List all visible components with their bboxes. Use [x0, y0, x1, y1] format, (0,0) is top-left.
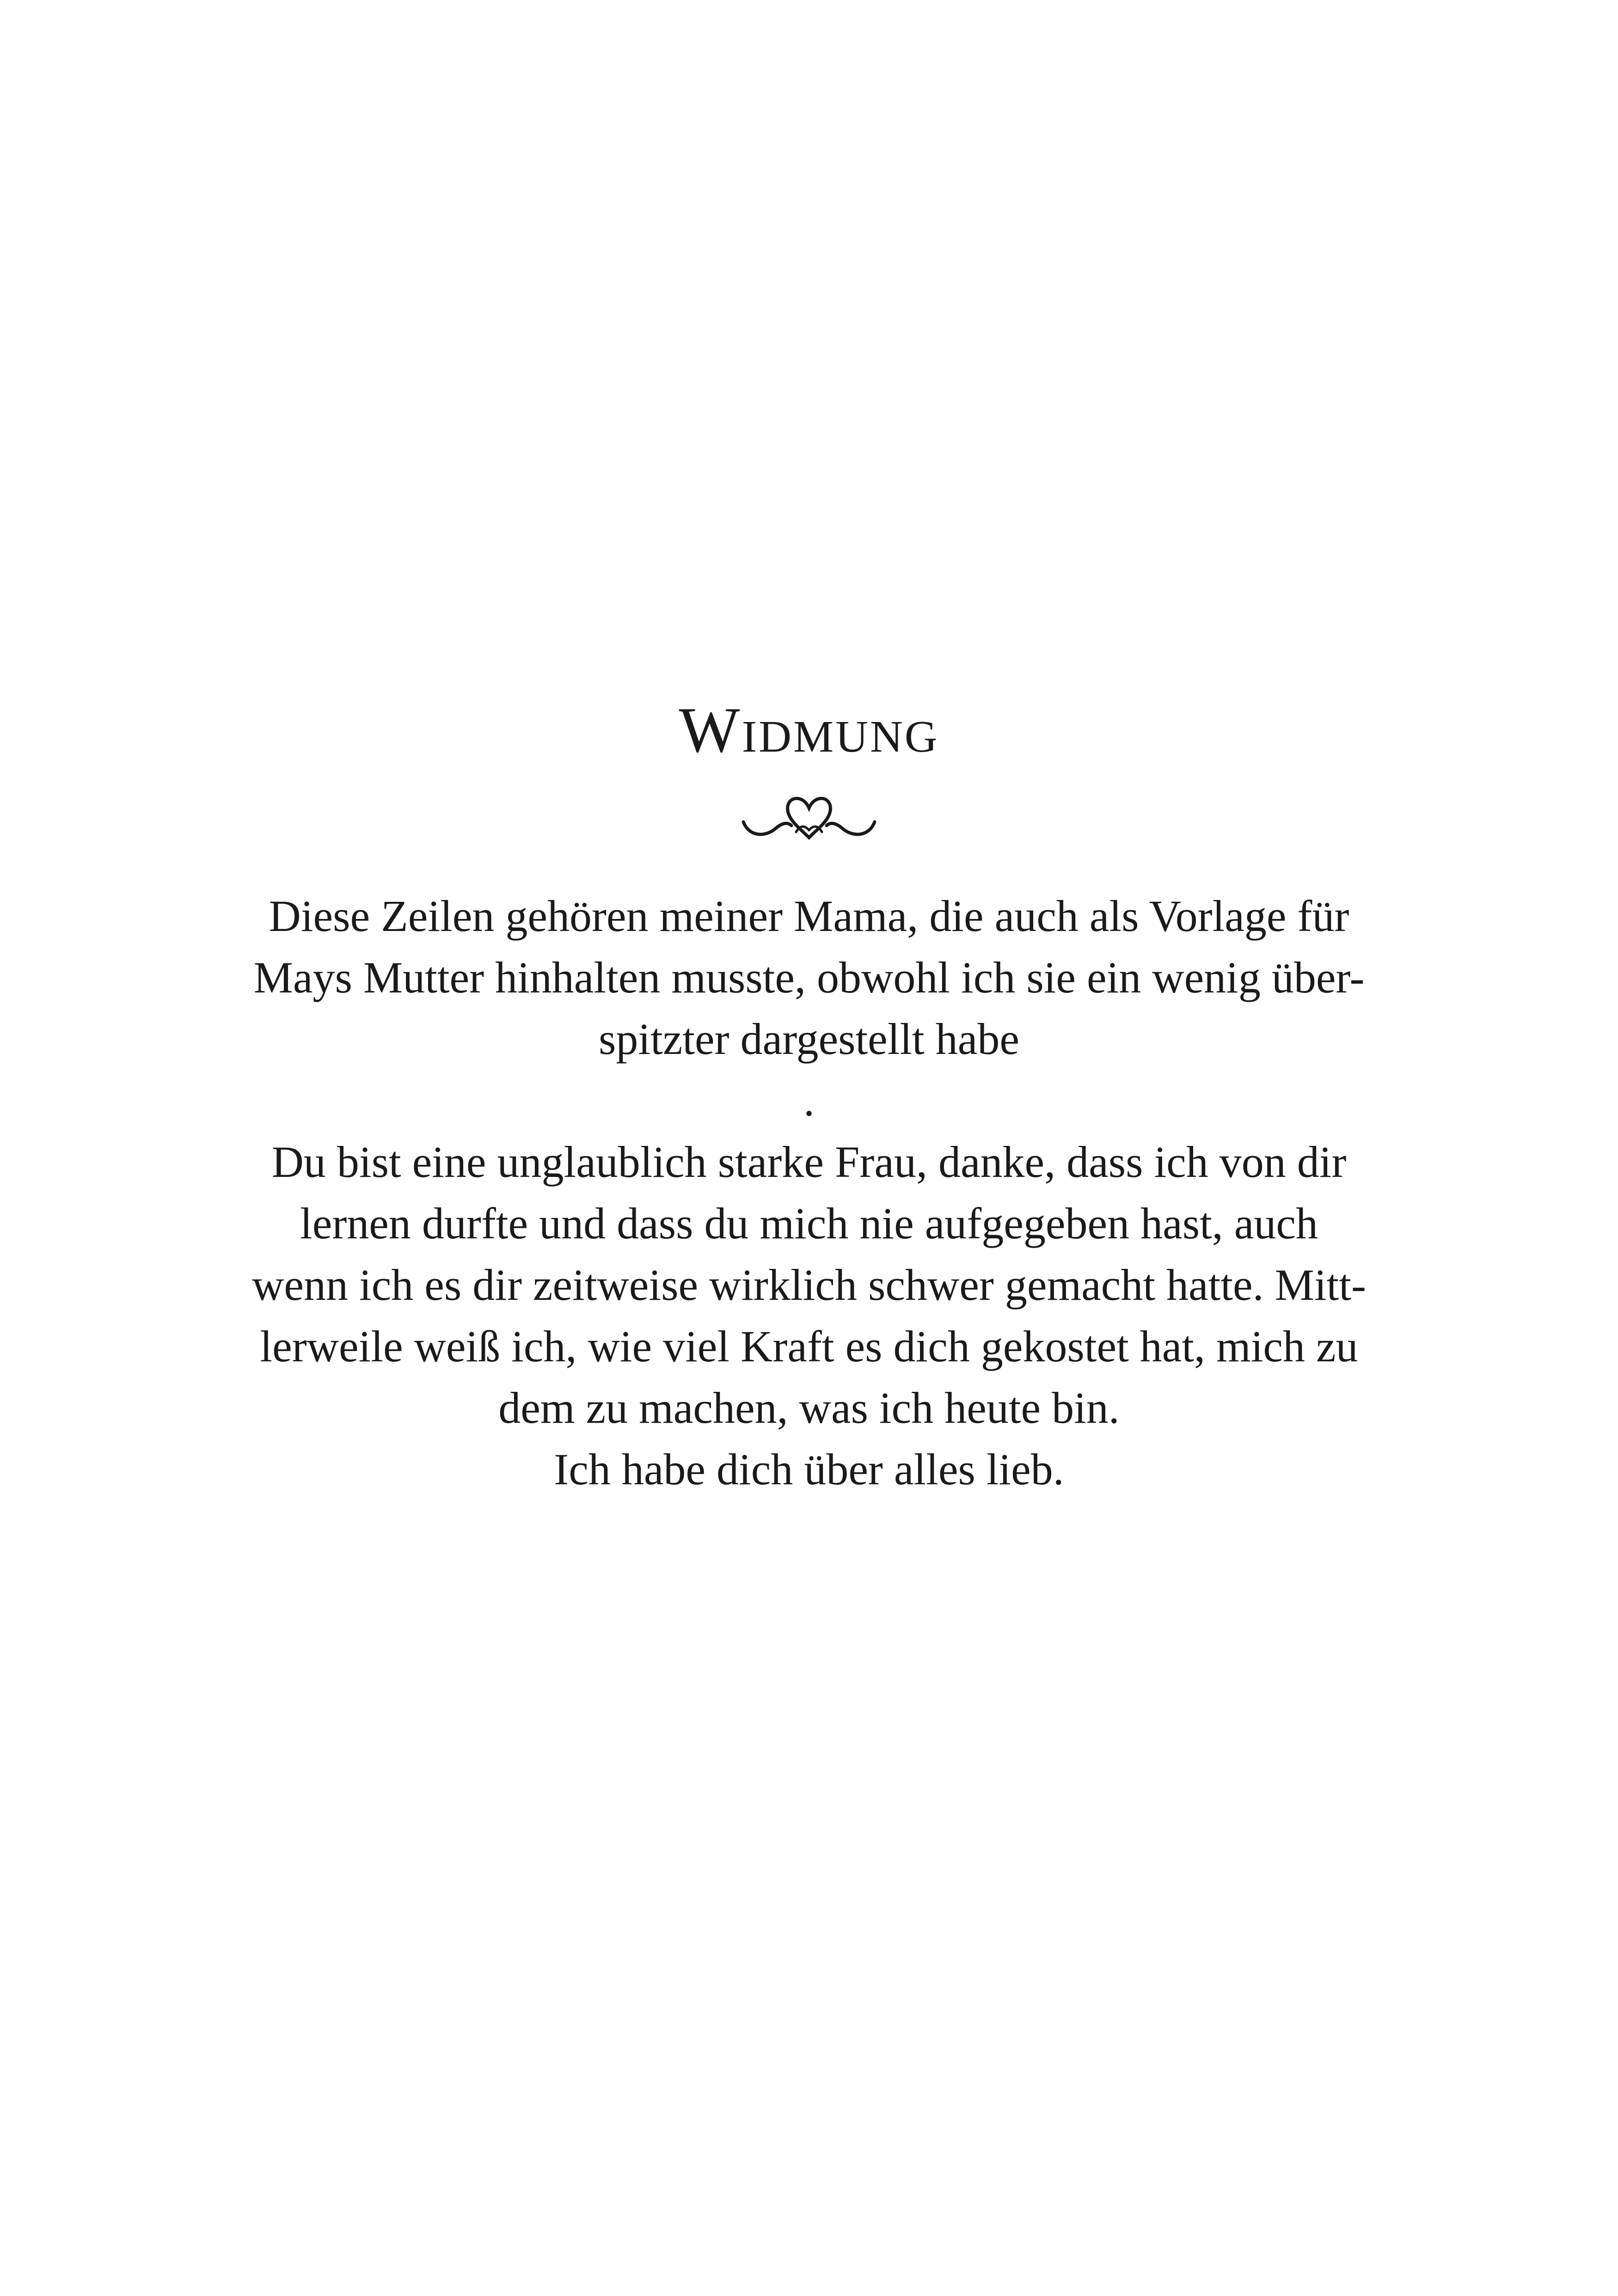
text-line: Du bist eine unglaublich starke Frau, danke, dass ich von dir: [271, 1137, 1347, 1187]
text-line: .: [803, 1076, 815, 1125]
text-line: Mays Mutter hinhalten musste, obwohl ich sie ein wenig über-: [253, 953, 1365, 1002]
page-title: Widmung: [679, 694, 939, 766]
text-line: spitzter dargestellt habe: [599, 1014, 1019, 1064]
text-line: wenn ich es dir zeitweise wirklich schwer gemacht hatte. Mitt-: [252, 1260, 1366, 1310]
text-line: dem zu machen, was ich heute bin.: [498, 1383, 1120, 1433]
text-line: Ich habe dich über alles lieb.: [554, 1445, 1064, 1494]
heart-flourish-icon: [740, 786, 878, 851]
text-line: lernen durfte und dass du mich nie aufgegeben hast, auch: [300, 1199, 1318, 1248]
dedication-text: [139, 885, 1479, 1500]
text-line: Diese Zeilen gehören meiner Mama, die auch als Vorlage für: [269, 891, 1349, 941]
text-line: lerweile weiß ich, wie viel Kraft es dich gekostet hat, mich zu: [260, 1322, 1358, 1371]
